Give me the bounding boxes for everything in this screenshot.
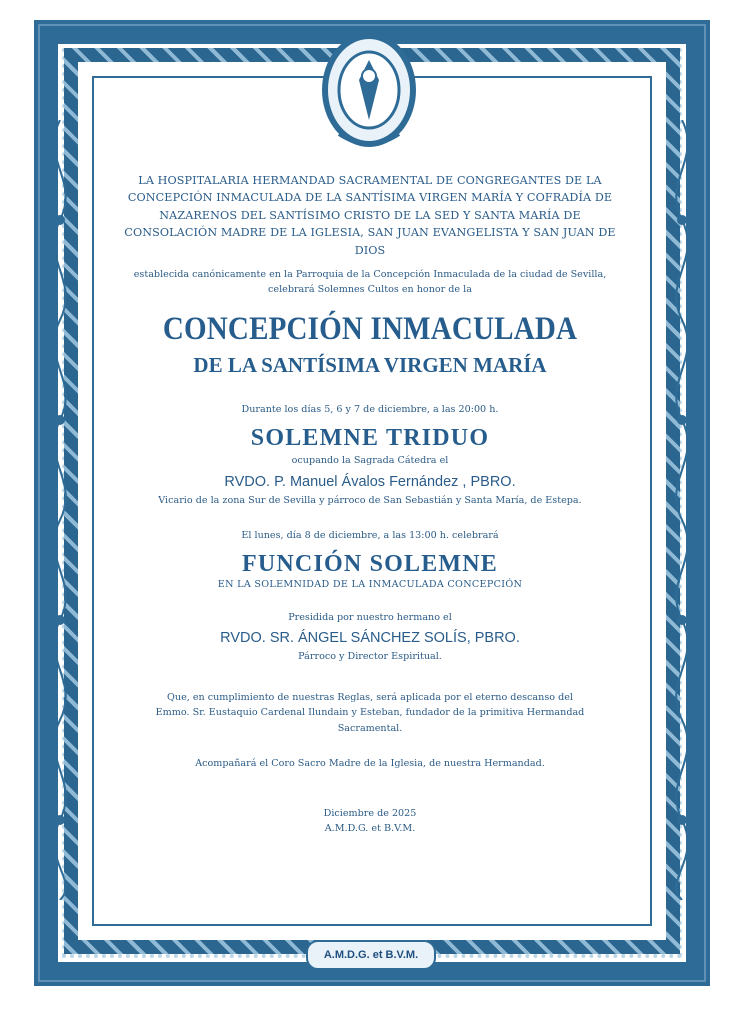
main-title: CONCEPCIÓN INMACULADA [162,311,578,348]
preacher-role: Vicario de la zona Sur de Sevilla y párroco de San Sebastián y Santa María, de Estepa. [158,495,582,507]
memorial-line-2: Emmo. Sr. Eustaquio Cardenal Ilundain y Esteban, fundador de la primitiva Hermandad [155,707,585,719]
funcion-date: El lunes, día 8 de diciembre, a las 13:00 h. celebrará [241,530,499,542]
funcion-subheading: EN LA SOLEMNIDAD DE LA INMACULADA CONCEPCIÓN [217,579,523,591]
footer-motto: A.M.D.G. et B.V.M. [324,823,416,835]
bottom-motto-plate: A.M.D.G. et B.V.M. [306,940,436,970]
pulpit-line: ocupando la Sagrada Cátedra el [291,455,449,467]
poster-content [120,172,620,836]
triduo-date: Durante los días 5, 6 y 7 de diciembre, a las 20:00 h. [241,404,499,416]
memorial-line-1: Que, en cumplimiento de nuestras Reglas, será aplicada por el eterno descanso del [167,692,573,704]
choir-note: Acompañará el Coro Sacro Madre de la Iglesia, de nuestra Hermandad. [195,758,545,770]
intro-line-1: establecida canónicamente en la Parroquia de la Concepción Inmaculada de la ciudad de Sevilla, [133,269,607,281]
intro-line-2: celebrará Solemnes Cultos en honor de la [268,284,472,296]
triduo-heading: SOLEMNE TRIDUO [250,425,490,452]
right-ornament-icon [662,120,702,900]
crest-emblem-icon [319,30,419,150]
subtitle: DE LA SANTÍSIMA VIRGEN MARÍA [193,353,547,378]
presided-line: Presidida por nuestro hermano el [288,612,452,624]
presider-name: RVDO. SR. ÁNGEL SÁNCHEZ SOLÍS, PBRO. [220,630,520,647]
footer-date: Diciembre de 2025 [323,807,417,819]
preacher-name: RVDO. P. Manuel Ávalos Fernández , PBRO. [224,474,516,491]
presider-role: Párroco y Director Espiritual. [298,651,442,663]
brotherhood-name: LA HOSPITALARIA HERMANDAD SACRAMENTAL DE CONGREGANTES DE LA CONCEPCIÓN INMACULADA DE LA SANTÍSIMA VIRGEN MARÍA Y COFRADÍA DE NAZARENOS DEL SANTÍSIMO CRISTO DE LA SED Y SANTA MARÍA DE CONSOLACIÓN MADRE DE LA IGLESIA, SAN JUAN EVANGELISTA Y SAN JUAN DE DIOS [124,174,616,257]
funcion-heading: FUNCIÓN SOLEMNE [241,551,499,578]
memorial-line-3: Sacramental. [337,722,403,734]
left-ornament-icon [40,120,80,900]
